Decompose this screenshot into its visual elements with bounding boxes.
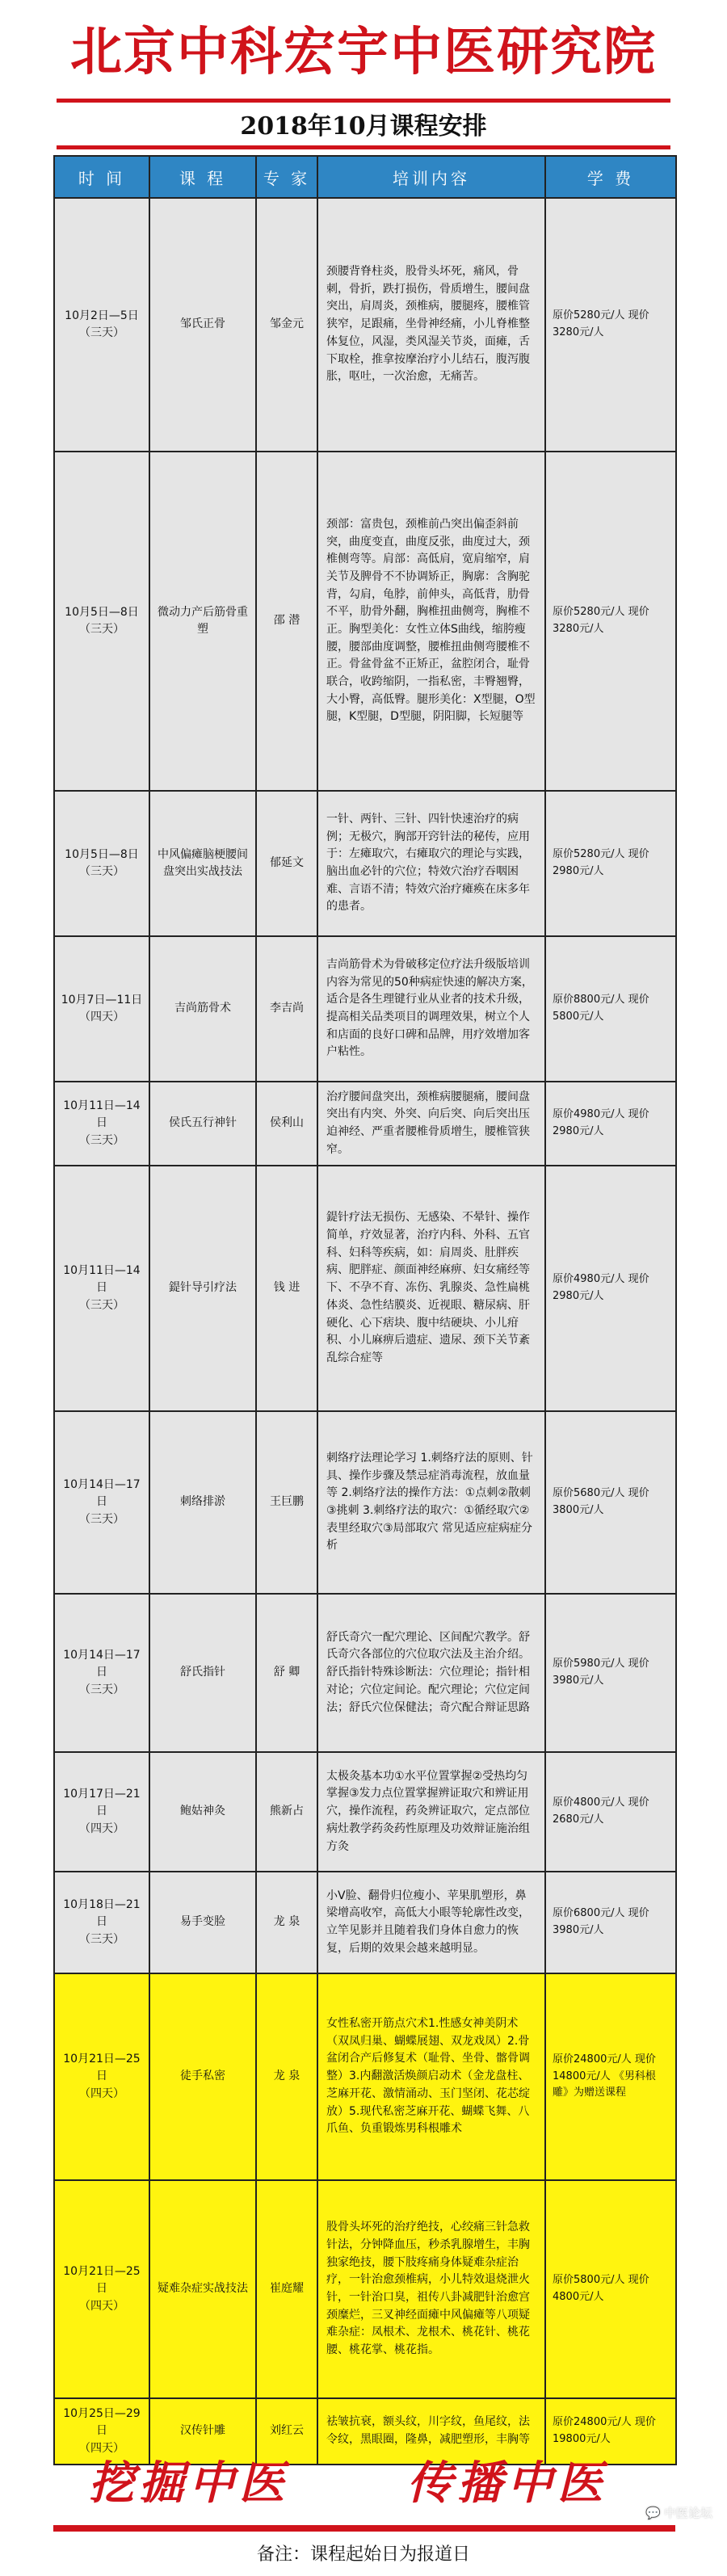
footer-divider: [53, 2525, 675, 2532]
course-content: 一针、两针、三针、四针快速治疗的病例；无极穴，胸部开窍针法的秘传，应用于：左瘫取穴，右瘫取穴的理论与实践，脑出血必针的穴位；特效穴治疗吞咽困难、言语不清；特效穴治疗瘫痪在床多年的患者。: [317, 791, 545, 936]
course-name: 徒手私密: [149, 1973, 256, 2180]
course-fee: 原价5280元/人 现价2980元/人: [545, 791, 676, 936]
course-name: 易手变脸: [149, 1872, 256, 1973]
schedule-subtitle: 2018年10月课程安排: [240, 112, 487, 141]
course-date: 10月18日—21日 （三天）: [54, 1872, 149, 1973]
course-content: 鍉针疗法无损伤、无感染、不晕针、操作简单，疗效显著，治疗内科、外科、五官科、妇科等疾病，如：肩周炎、肚胖疾病、肥胖症、颜面神经麻痹、妇女痛经等下、不孕不育、冻伤、乳腺炎、急性扁桃体炎、急性结膜炎、近视眼、糖尿病、肝硬化、心下痞块、腹中结硬块、小儿疳积、小儿麻痹后遗症、遗尿、颈下关节紊乱综合症等: [317, 1166, 545, 1411]
course-name: 侯氏五行神针: [149, 1082, 256, 1166]
course-fee: 原价4980元/人 现价2980元/人: [545, 1082, 676, 1166]
course-name: 鍉针导引疗法: [149, 1166, 256, 1411]
course-date: 10月21日—25日 （四天）: [54, 1973, 149, 2180]
course-date: 10月5日—8日 （三天）: [54, 791, 149, 936]
course-fee: 原价6800元/人 现价3980元/人: [545, 1872, 676, 1973]
course-content: 祛皱抗衰，额头纹，川字纹，鱼尾纹，法令纹，黑眼圈，隆鼻，减肥塑形，丰胸等: [317, 2398, 545, 2465]
column-header-fee: 学 费: [545, 156, 676, 198]
column-header-expert: 专 家: [256, 156, 317, 198]
course-date: 10月11日—14日 （三天）: [54, 1082, 149, 1166]
course-expert: 龙 泉: [256, 1872, 317, 1973]
course-fee: 原价4980元/人 现价2980元/人: [545, 1166, 676, 1411]
course-date: 10月5日—8日 （三天）: [54, 452, 149, 791]
slogan-right: 传播中医: [407, 2456, 607, 2510]
course-expert: 侯利山: [256, 1082, 317, 1166]
course-content: 舒氏奇穴一配穴理论、区间配穴教学。舒氏奇穴各部位的穴位取穴法及主治介绍。舒氏指针特殊诊断法：穴位理论；指针相对论；穴位定间论。配穴理论；穴位定间法；舒氏穴位保健法；奇穴配合辩证思路: [317, 1594, 545, 1752]
course-name: 舒氏指针: [149, 1594, 256, 1752]
chat-bubble-icon: 💬: [645, 2505, 661, 2520]
course-name: 鲍姑神灸: [149, 1752, 256, 1872]
course-date: 10月17日—21日 （四天）: [54, 1752, 149, 1872]
table-row: [54, 2180, 676, 2398]
course-name: 邹氏正骨: [149, 198, 256, 452]
course-content: 刺络疗法理论学习 1.刺络疗法的原则、针具、操作步骤及禁忌症消毒流程，放血量等 2.刺络疗法的操作方法：①点刺②散刺③挑刺 3.刺络疗法的取穴：①循经取穴②表里经取穴③局部取穴 常见适应症病症分析: [317, 1411, 545, 1594]
table-row: [54, 1752, 676, 1872]
column-header-time: 时 间: [54, 156, 149, 198]
course-schedule-table: [53, 155, 677, 2465]
course-fee: 原价5280元/人 现价3280元/人: [545, 198, 676, 452]
table-row: [54, 1973, 676, 2180]
course-expert: 王巨鹏: [256, 1411, 317, 1594]
course-expert: 邹金元: [256, 198, 317, 452]
course-expert: 龙 泉: [256, 1973, 317, 2180]
course-content: 太极灸基本功①水平位置掌握②受热均匀掌握③发力点位置掌握辨证取穴和辨证用穴，操作流程，药灸辨证取穴，定点部位病灶教学药灸药性原理及功效辩证施治组方灸: [317, 1752, 545, 1872]
slogan-banner: [53, 2441, 675, 2519]
course-date: 10月21日—25日 （四天）: [54, 2180, 149, 2398]
course-date: 10月14日—17日 （三天）: [54, 1594, 149, 1752]
course-fee: 原价5980元/人 现价3980元/人: [545, 1594, 676, 1752]
institute-title: 北京中科宏宇中医研究院: [70, 22, 657, 82]
title-divider: [57, 99, 670, 103]
column-header-content: 培训内容: [317, 156, 545, 198]
footer-note: 备注：课程起始日为报道日: [256, 2544, 470, 2565]
table-row: [54, 791, 676, 936]
table-row: [54, 198, 676, 452]
slogan-left: 挖掘中医: [89, 2456, 289, 2510]
course-date: 10月7日—11日 （四天）: [54, 936, 149, 1082]
course-name: 刺络排淤: [149, 1411, 256, 1594]
course-expert: 李吉尚: [256, 936, 317, 1082]
course-expert: 刘红云: [256, 2398, 317, 2465]
course-fee: 原价5680元/人 现价3800元/人: [545, 1411, 676, 1594]
course-name: 中风偏瘫脑梗腰间盘突出实战技法: [149, 791, 256, 936]
table-row: [54, 1872, 676, 1973]
table-row: [54, 1594, 676, 1752]
course-content: 小V脸、翻骨归位瘦小、苹果肌塑形，鼻梁增高收窄，高低大小眼等轮廓性改变，立竿见影并且随着我们身体自愈力的恢复，后期的效果会越来越明显。: [317, 1872, 545, 1973]
course-name: 吉尚筋骨术: [149, 936, 256, 1082]
watermark: [645, 2504, 712, 2521]
subtitle-divider: [57, 145, 670, 149]
table-header-row: [54, 156, 676, 198]
course-date: 10月11日—14日 （三天）: [54, 1166, 149, 1411]
course-date: 10月14日—17日 （三天）: [54, 1411, 149, 1594]
course-expert: 钱 进: [256, 1166, 317, 1411]
course-fee: 原价5280元/人 现价3280元/人: [545, 452, 676, 791]
course-expert: 郁延文: [256, 791, 317, 936]
course-date: 10月2日—5日 （三天）: [54, 198, 149, 452]
column-header-course: 课 程: [149, 156, 256, 198]
course-content: 吉尚筋骨术为骨破移定位疗法升级版培训内容为常见的50种病症快速的解决方案，适合是各生理键行业从业者的技术升级，提高相关品类项目的调理效果，树立个人和店面的良好口碑和品牌，用疗效增加客户粘性。: [317, 936, 545, 1082]
table-row: [54, 1082, 676, 1166]
course-fee: 原价5800元/人 现价4800元/人: [545, 2180, 676, 2398]
course-fee: 原价4800元/人 现价2680元/人: [545, 1752, 676, 1872]
table-row: [54, 1166, 676, 1411]
course-expert: 崔庭耀: [256, 2180, 317, 2398]
watermark-text: 中医论坛: [663, 2506, 712, 2520]
course-fee: 原价24800元/人 现价19800元/人: [545, 2398, 676, 2465]
course-content: 女性私密开筋点穴术1.性感女神美阴术（双凤归巢、蝴蝶展翅、双龙戏凤）2.骨盆闭合产后修复术（耻骨、坐骨、髂骨调整）3.内翻激活焕颜启动术（金龙盘柱、芝麻开花、激情涌动、玉门坚闭、花芯绽放）5.现代私密芝麻开花、蝴蝶飞舞、八爪鱼、负重锻炼男科根雕术: [317, 1973, 545, 2180]
course-content: 颈部：富贵包，颈椎前凸突出偏歪斜前突，曲度变直，曲度反张，曲度过大，颈椎侧弯等。肩部：高低肩，宽肩缩窄，肩关节及脾骨不不协调矫正，胸廓：含胸驼背，勾肩，龟脖，前伸头，高低背，肋骨不平，肋骨外翻，胸椎扭曲侧弯，胸椎不正。胸型美化：女性立体S曲线，缩胯瘦腰，腰部曲度调整，腰椎扭曲侧弯腰椎不正。骨盆骨盆不正矫正，盆腔闭合，耻骨联合，收跨缩阴，一指私密，丰臀翘臀，大小臀，高低臀。腿形美化：X型腿，O型腿，K型腿，D型腿，阴阳脚，长短腿等: [317, 452, 545, 791]
table-row: [54, 1411, 676, 1594]
course-expert: 邵 潜: [256, 452, 317, 791]
course-expert: 舒 卿: [256, 1594, 317, 1752]
course-date: 10月25日—29日 （四天）: [54, 2398, 149, 2465]
course-fee: 原价24800元/人 现价14800元/人 《男科根雕》为赠送课程: [545, 1973, 676, 2180]
table-row: [54, 452, 676, 791]
course-fee: 原价8800元/人 现价5800元/人: [545, 936, 676, 1082]
course-expert: 熊新占: [256, 1752, 317, 1872]
table-row: [54, 936, 676, 1082]
course-content: 颈腰背脊柱炎，股骨头坏死，痛风，骨刺，骨折，跌打损伤，骨质增生，腰间盘突出，肩周炎，颈椎病，腰腿疼，腰椎管狭窄，足跟痛，坐骨神经痛，小儿脊椎整体复位，风湿，类风湿关节炎，面瘫，舌下取栓，推拿按摩治疗小儿结石，腹泻腹胀，呕吐，一次治愈，无痛苦。: [317, 198, 545, 452]
course-name: 汉传针雕: [149, 2398, 256, 2465]
course-name: 微动力产后筋骨重塑: [149, 452, 256, 791]
course-name: 疑难杂症实战技法: [149, 2180, 256, 2398]
course-content: 股骨头坏死的治疗绝技，心绞痛三针急救针法，分钟降血压，秒杀乳腺增生，丰胸独家绝技，腰下肢疼痛身体疑难杂症治疗，一针治愈颈椎病，小儿特效退烧泄火针，一针治口臭，祖传八卦减肥针治愈宫颈糜烂，三叉神经面瘫中风偏瘫等八项疑难杂症：凤根术、龙根术、桃花针、桃花腰、桃花掌、桃花指。: [317, 2180, 545, 2398]
course-content: 治疗腰间盘突出，颈椎病腰腿痛，腰间盘突出有内突、外突、向后突、向后突出压迫神经、严重者腰椎骨质增生，腰椎管狭窄。: [317, 1082, 545, 1166]
